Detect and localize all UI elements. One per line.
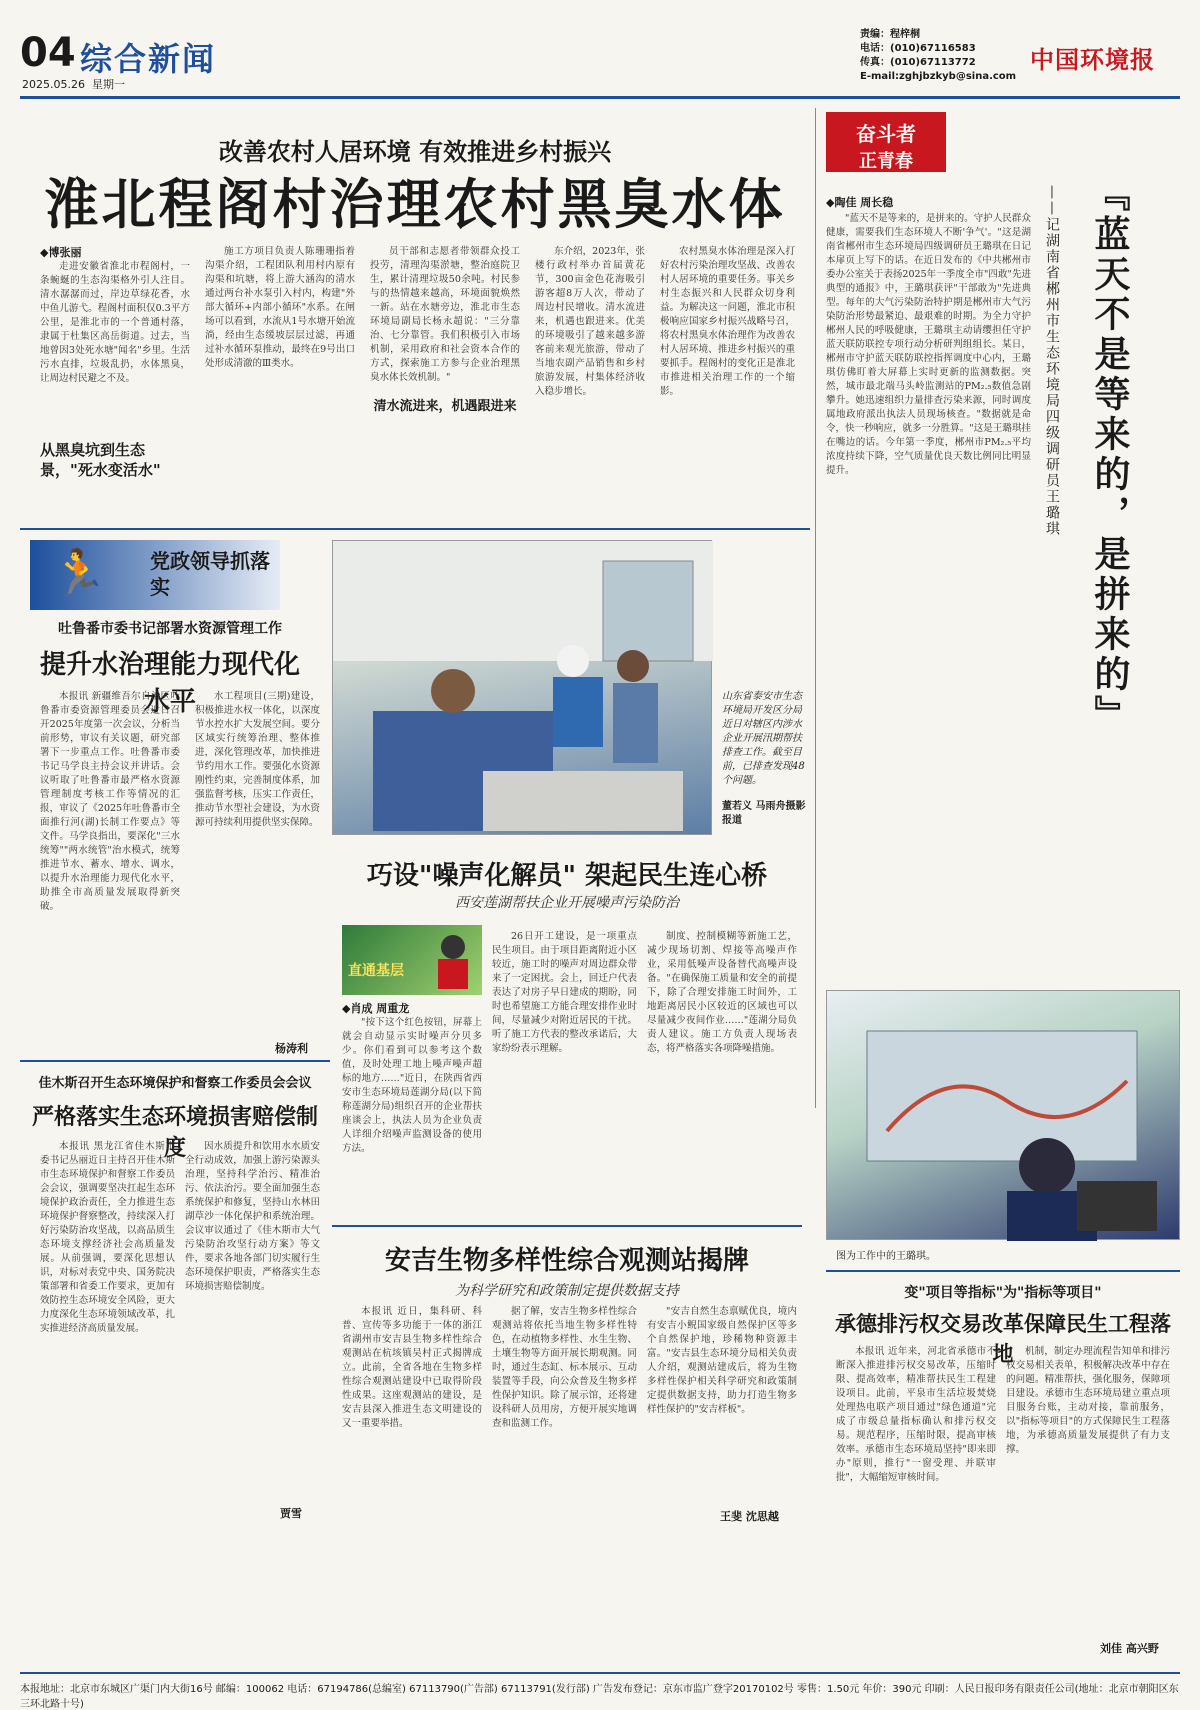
footer: 本报地址：北京市东城区广渠门内大街16号 邮编：100062 电话：67194786(总编室) 67113790(广告部) 67113791(发行部) 广告发布登记：京东市监广登字20170102号 零售：1.50元 年价：390元 印刷：人民日报印务有限责任公司(地址：北京市朝阳区东三环北路十号) [20,1672,1180,1710]
anji-col-2-text: 据了解，安吉生物多样性综合观测站将依托当地生物多样性特色，在动植物多样性、水生生物、土壤生物等方面开展长期观测。同时，通过生态缸、标本展示、互动装置等手段，向公众普及生物多样性保护知识。除了展示馆，还将建设科研人员用房，方便开展实地调查和监测工作。 [492,1306,637,1429]
lead-headline: 淮北程阁村治理农村黑臭水体 [44,173,786,236]
main-photo-caption: 山东省泰安市生态环境局开发区分局近日对辖区内涉水企业开展汛期帮扶排查工作。截至目前，已排查发现48个问题。 [722,691,805,786]
section-title: 综合新闻 [80,40,217,78]
lead-col-1-text: 走进安徽省淮北市程阁村，一条蜿蜒的生态沟渠格外引人注目。清水潺潺而过，岸边草绿花香，水中鱼儿游弋。程阁村面积仅0.3平方公里，是淮北市的一个普通村落，隶属于杜集区高岳街道。过去，当地曾因3处死水塘"闻名"乡里。生活污水直排，垃圾乱扔，水体黑臭，让周边村民避之不及。 [40,261,190,384]
date: 2025.05.26 [22,78,85,91]
lead-kicker: 改善农村人居环境 有效推进乡村振兴 [218,138,612,166]
feature-photo [826,990,1180,1240]
jiamusi-rule [20,1060,330,1062]
lead-subhead-1: 从黑臭坑到生态景，"死水变活水" [40,441,161,479]
party-kicker: 吐鲁番市委书记部署水资源管理工作 [58,621,282,637]
lead-col-1 [40,260,190,436]
feature-photo-caption: 图为工作中的王璐琪。 [836,1251,936,1262]
hebei-headline: 承德排污权交易改革保障民生工程落地 [835,1311,1171,1366]
anji-col-1-text: 本报讯 近日，集科研、科普、宣传等多功能于一体的浙江省湖州市安吉县生物多样性综合观测站在杭垓镇吴村正式揭牌成立。此前，全省各地在生物多样性综合观测站建设中已取得阶段性成果。这座观测站的建设，是安吉县深入推进生态文明建设的又一重要举措。 [342,1306,482,1429]
main-photo-credit: 董若义 马雨舟摄影报道 [722,801,806,826]
editor-name: 责编：程梓桐 [860,29,920,40]
party-headline: 提升水治理能力现代化水平 [39,650,300,717]
noise-col-2 [492,930,637,1210]
lead-col-3 [370,245,520,520]
lead-col-4 [535,245,645,520]
noise-deck: 西安莲湖帮扶企业开展噪声污染防治 [455,895,679,911]
noise-byline: ◆肖成 周重龙 [342,1002,410,1015]
jiamusi-col-1-text: 本报讯 黑龙江省佳木斯市委书记丛丽近日主持召开佳木斯市生态环境保护和督察工作委员会会议，强调要坚决扛起生态环境保护政治责任，全力推进生态环境保护督察整改，持续深入打好污染防治攻坚战，以高品质生态环境支撑经济社会高质量发展。从前强调，要深化思想认识，对标对表党中央、国务院决策部署和省委工作要求，更加有效防控生态环境安全风险，更大力度深化生态环境领域改革，扎实推进经济高质量发展。 [40,1141,175,1334]
editor-email: E-mail:zghjbzkyb@sina.com [860,71,1017,82]
badge-top: 奋斗者 [856,122,916,146]
party-col-1-text: 本报讯 新疆维吾尔自治区吐鲁番市委资源管理委员会近日召开2025年度第一次会议，分析当前形势，审议有关议题，研究部署下一步重点工作。吐鲁番市委书记马学良主持会议并讲话。会议听取了吐鲁番市最严格水资源管理制度考核工作等情况的汇报，审议了《2025年吐鲁番市全面推行河(湖)长制工作要点》等文件。马学良指出，要深化"三水统筹""两水统管"治水模式，统筹推进节水、蓄水、增水、调水，以提升水治理能力现代化水平，助推全市高质量发展取得新突破。 [40,691,180,912]
feature-body [826,212,1031,1092]
weekday: 星期一 [91,78,125,91]
noise-col-3 [647,930,797,1210]
feature-badge [826,112,946,172]
hebei-author: 刘佳 高兴野 [1100,1642,1159,1655]
inspection-scene [333,541,713,836]
newspaper-logo: 中国环境报 [1030,46,1155,74]
lead-col-2-text: 施工方项目负责人陈珊珊指着沟渠介绍，工程团队利用村内原有沟渠和坑塘，将上游大涵沟的清水通过两台补水泵引入村内，构建"外部大循环+内部小循环"水系。在闸场可以看到，水流从1号水塘开始流淌，经由生态缓坡层层过滤，再通过补水循环泵推动，最终在9号出口处形成清澈的Ⅲ类水。 [205,246,355,369]
jiamusi-col-2-text: 因水质提升和饮用水水质安全行动成效，加强上游污染源头治理，坚持科学治污、精准治污、依法治污。要全面加强生态系统保护和修复，坚持山水林田湖草沙一体化保护和系统治理。会议审议通过了《佳木斯市大气污染防治攻坚行动方案》等文件，要求各地各部门切实履行生态环境保护职责，严格落实生态环境损害赔偿制度。 [185,1141,320,1292]
lead-col-3-text: 员干部和志愿者带领群众投工投劳，清理沟渠淤塘，整治庭院卫生，累计清理垃圾50余吨。村民参与的热情越来越高，环境面貌焕然一新。站在水塘旁边，淮北市生态环境局副局长杨永超说："三分靠治、七分靠管。我们积极引入市场机制，采用政府和社会资本合作的方式，探索施工方参与企业治理黑臭水体长效机制。" [370,246,520,383]
anji-col-2 [492,1305,637,1520]
lead-subhead-2: 清水流进来，机遇跟进来 [370,395,520,414]
lead-col-4-text: 东介绍，2023年，张楼行政村举办首届黄花节，300亩金色花海吸引游客超8万人次，带动了周边村民增收。清水流进来，机遇也跟进来。优美的环境吸引了越来越多游客前来观光旅游，带动了当地农副产品销售和乡村旅游发展，村集体经济收入稳步增长。 [535,246,645,397]
hebei-kicker: 变"项目等指标"为"指标等项目" [904,1285,1102,1301]
portrait-illustration [827,991,1181,1241]
feature-byline: ◆陶佳 周长稳 [826,196,894,209]
hebei-col-1 [836,1345,996,1655]
feature-vertical-title: 『蓝天不是等来的，是拼来的』 [1089,175,1131,735]
anji-headline: 安吉生物多样性综合观测站揭牌 [384,1246,749,1276]
editor-fax: 传真：(010)67113772 [860,57,976,68]
party-author: 杨涛利 [275,1042,308,1055]
party-banner-text: 党政领导抓落实 [150,549,270,599]
issue-number: 04 [20,30,76,76]
lead-byline: ◆博张丽 [40,246,82,259]
anji-author: 王斐 沈思越 [720,1510,779,1523]
lead-col-5-text: 农村黑臭水体治理是深入打好农村污染治理攻坚战、改善农村人居环境的重要任务。事关乡村生态振兴和人民群众切身利益。为解决这一问题，淮北市积极响应国家乡村振兴战略号召，将农村黑臭水体治理作为改善农村人居环境、推进乡村振兴的重要抓手。程阁村的变化正是淮北市推进相关治理工作的一个缩影。 [660,246,795,397]
anji-col-1 [342,1305,482,1520]
column-divider [815,108,816,1108]
noise-col-1-text: "按下这个红色按钮，屏幕上就会自动显示实时噪声分贝多少。你们看到可以参考这个数值，及时处理工地上噪声噪声超标的地方……"近日，在陕西省西安市生态环境局莲湖分局(以下简称莲湖分局)组织召开的企业帮扶座谈会上，执法人员为企业负责人详细介绍噪声监测设备的使用方法。 [342,1017,482,1154]
hebei-col-2 [1006,1345,1170,1635]
jiamusi-col-1 [40,1140,175,1515]
lead-bottom-rule [20,528,810,530]
party-col-2-text: 水工程项目(三期)建设，积极推进水权一体化，以深度节水控水扩大发展空间。要分区域实行统筹治理、整体推进，深化管理改革，加快推进节约用水工作。要强化水资源刚性约束，完善制度体系，加强监督考核，压实工作责任，推动节水型社会建设，为水资源可持续利用提供坚实保障。 [195,691,320,828]
party-col-1 [40,690,180,1055]
noise-col-3-text: 制度、控制模糊等新施工艺，减少现场切割、焊接等高噪声作业，采用低噪声设备替代高噪声设备。"在确保施工质量和安全的前提下，除了合理安排施工时间外，工地距离居民小区较近的区域也可以尽量减少夜间作业……"莲湖分局负责人建议。施工方负责人现场表态，将严格落实各项降噪措施。 [647,931,797,1054]
editor-phone: 电话：(010)67116583 [860,43,976,54]
jiamusi-col-2 [185,1140,320,1500]
party-col-2 [195,690,320,1035]
anji-col-3 [647,1305,797,1505]
jiamusi-author: 贾雪 [280,1507,302,1520]
noise-col-2-text: 26日开工建设，是一项重点民生项目。由于项目距离附近小区较近，施工时的噪声对周边群众带来了一定困扰。会上，回迁户代表表达了对房子早日建成的期盼，同时也希望施工方能合理安排作业时间，尽量减少对附近居民的干扰。听了施工方代表的整改承诺后，大家纷纷表示理解。 [492,931,637,1054]
feature-body-text: "蓝天不是等来的，是拼来的。守护人民群众健康，需要我们生态环境人不断'争气'。"这是湖南省郴州市生态环境局四级调研员王璐琪在日记本扉页上写下的话。在近日发布的《中共郴州市委办公室关于表扬2025年一季度全市"四敢"先进典型的通报》中，王璐琪获评"干部敢为"先进典型。每年的大气污染防治特护期是郴州市大气污染防治形势最紧迫、最艰难的时期。为全力守护郴州人民的呼吸健康，王璐琪主动请缨担任守护蓝天联防联控专项行动分析研判组组长。某日，郴州市守护蓝天联防联控指挥调度中心内，王璐琪仿佛盯着大屏幕上实时更新的监测数据。突然，城市最北端马头岭监测站的PM₂.₅数值急剧攀升。她迅速组织力量排查污染来源，同时调度属地政府派出执法人员现场核查。"数据就是命令，快一秒响应，就多一分胜算。"这是王璐琪挂在嘴边的话。今年第一季度，郴州市PM₂.₅平均浓度持续下降，空气质量优良天数比例同比明显提升。 [826,213,1031,476]
lead-col-2 [205,245,355,520]
hebei-col-2-text: 机制，制定办理流程告知单和排污权交易相关表单，积极解决改革中存在的问题。精准帮扶，强化服务，保障项目建设。承德市生态环境局建立重点项目服务台账，主动对接，靠前服务，以"指标等项目"的方式保障民生工程落地，为承德高质量发展提供了有力支撑。 [1006,1346,1170,1455]
hebei-col-1-text: 本报讯 近年来，河北省承德市不断深入推进排污权交易改革，压缩时限、提高效率，精准帮扶民生工程建设项目。此前，平泉市生活垃圾焚烧处理热电联产项目通过"绿色通道"完成了市级总量指标确认和排污权交易。规范程序，压缩时限，提高审核效率。承德市生态环境局坚持"即来即办"原则，推行"一窗受理、并联审批"，大幅缩短审核时间。 [836,1346,996,1483]
main-photo [332,540,712,835]
noise-headline: 巧设"噪声化解员" 架起民生连心桥 [366,861,768,891]
runner-icon: 🏃 [50,546,108,600]
party-banner [30,540,280,610]
feature-vertical-subtitle: ——记湖南省郴州市生态环境局四级调研员王璐琪 [1044,185,1060,537]
noise-col-1 [342,1016,482,1211]
lead-col-5 [660,245,795,520]
anji-rule [332,1225,802,1227]
hebei-rule [826,1270,1180,1272]
badge-bottom: 正青春 [859,151,913,172]
noise-badge [342,925,482,995]
jiamusi-headline: 严格落实生态环境损害赔偿制度 [31,1104,318,1161]
anji-deck: 为科学研究和政策制定提供数据支持 [455,1283,679,1299]
noise-badge-text: 直通基层 [348,963,404,979]
issue-date [22,76,125,92]
masthead-rule [20,96,1180,99]
anji-col-3-text: "安吉自然生态禀赋优良，境内有安吉小鲵国家级自然保护区等多个自然保护地，珍稀物种资源丰富。"安吉县生态环境分局相关负责人介绍，观测站建成后，将为生物多样性保护相关科学研究和政策制定提供数据支持，助力打造生物多样性保护的"安吉样板"。 [647,1306,797,1415]
jiamusi-kicker: 佳木斯召开生态环境保护和督察工作委员会会议 [38,1076,312,1091]
editor-contact [860,28,1016,84]
reporter-icon [428,929,478,989]
